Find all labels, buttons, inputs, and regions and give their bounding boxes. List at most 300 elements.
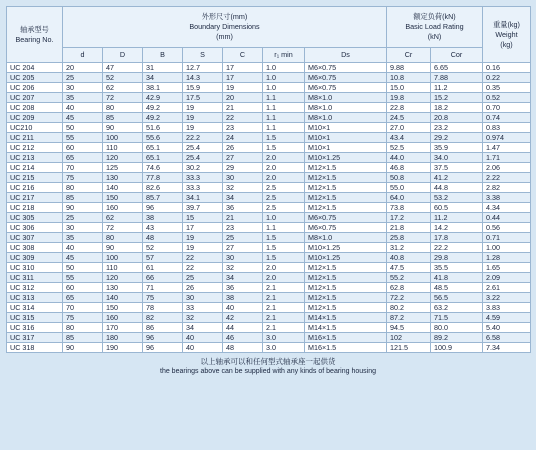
bearing-no-cell: UC 216: [7, 183, 63, 193]
table-cell: 30: [63, 83, 103, 93]
table-cell: 25.4: [183, 153, 223, 163]
weight-header: [483, 7, 531, 63]
table-row: [7, 333, 531, 343]
table-cell: M10×1: [305, 143, 387, 153]
table-cell: 2.0: [263, 263, 305, 273]
table-row: [7, 63, 531, 73]
table-cell: 32: [223, 263, 263, 273]
table-cell: 125: [103, 163, 143, 173]
table-cell: 15.0: [387, 83, 431, 93]
table-cell: 100.9: [431, 343, 483, 353]
table-cell: 22: [183, 253, 223, 263]
table-cell: M12×1.5: [305, 173, 387, 183]
table-cell: 29.8: [431, 253, 483, 263]
table-cell: 26: [183, 283, 223, 293]
table-cell: 50.8: [387, 173, 431, 183]
table-row: [7, 253, 531, 263]
table-cell: M10×1.25: [305, 153, 387, 163]
table-cell: M6×0.75: [305, 73, 387, 83]
table-cell: 33: [183, 303, 223, 313]
bearing-no-cell: UC 213: [7, 153, 63, 163]
table-cell: 2.61: [483, 283, 531, 293]
bearing-no-cell: UC 211: [7, 133, 63, 143]
table-cell: 2.22: [483, 173, 531, 183]
table-cell: M12×1.5: [305, 263, 387, 273]
table-cell: 102: [387, 333, 431, 343]
table-cell: 72: [103, 223, 143, 233]
table-cell: 23.2: [431, 123, 483, 133]
table-row: [7, 173, 531, 183]
table-cell: 65.1: [143, 143, 183, 153]
table-cell: 2.82: [483, 183, 531, 193]
table-cell: 36: [223, 283, 263, 293]
bearing-no-cell: UC 310: [7, 263, 63, 273]
table-cell: 43: [143, 223, 183, 233]
table-cell: 15.9: [183, 83, 223, 93]
table-row: [7, 143, 531, 153]
table-cell: 35: [63, 233, 103, 243]
table-cell: 1.5: [263, 133, 305, 143]
table-row: [7, 313, 531, 323]
table-cell: 55.6: [143, 133, 183, 143]
table-cell: 34: [183, 323, 223, 333]
bearing-no-cell: UC 307: [7, 233, 63, 243]
table-cell: 120: [103, 273, 143, 283]
table-cell: M14×1.5: [305, 313, 387, 323]
bearing-no-cell: UC 205: [7, 73, 63, 83]
table-cell: 0.16: [483, 63, 531, 73]
table-cell: 52: [103, 73, 143, 83]
table-cell: M8×1.0: [305, 113, 387, 123]
table-cell: 1.5: [263, 233, 305, 243]
col-header-r1min: r₁ min: [263, 48, 305, 63]
table-cell: 96: [143, 343, 183, 353]
table-cell: 30: [223, 253, 263, 263]
table-row: [7, 263, 531, 273]
table-cell: 15: [183, 213, 223, 223]
table-cell: 1.1: [263, 223, 305, 233]
table-cell: 2.5: [263, 193, 305, 203]
table-cell: 65: [63, 153, 103, 163]
table-cell: M10×1: [305, 133, 387, 143]
bearing-no-header: [7, 7, 63, 63]
table-row: [7, 103, 531, 113]
table-cell: 36: [223, 203, 263, 213]
table-cell: 52: [143, 243, 183, 253]
bearing-no-header-en: Bearing No.: [15, 34, 54, 44]
table-cell: 7.34: [483, 343, 531, 353]
table-cell: 60: [63, 283, 103, 293]
bearing-no-cell: UC 214: [7, 163, 63, 173]
table-cell: 49.2: [143, 113, 183, 123]
bearing-no-cell: UC 207: [7, 93, 63, 103]
table-cell: 80: [63, 183, 103, 193]
table-cell: 48: [143, 233, 183, 243]
table-cell: 45: [63, 253, 103, 263]
table-cell: 66: [143, 273, 183, 283]
table-cell: 57: [143, 253, 183, 263]
table-cell: 50: [63, 123, 103, 133]
table-cell: 70: [63, 303, 103, 313]
table-row: [7, 153, 531, 163]
table-cell: 19: [183, 113, 223, 123]
table-cell: 130: [103, 283, 143, 293]
table-cell: 70: [63, 163, 103, 173]
table-cell: M16×1.5: [305, 333, 387, 343]
table-cell: 2.1: [263, 303, 305, 313]
table-cell: M6×0.75: [305, 83, 387, 93]
table-cell: 78: [143, 303, 183, 313]
table-cell: 44.8: [431, 183, 483, 193]
table-cell: 34: [143, 73, 183, 83]
table-cell: 0.56: [483, 223, 531, 233]
load-header-en: Basic Load Rating: [405, 22, 464, 31]
col-header-Cor: Cor: [431, 48, 483, 63]
table-cell: 22.2: [183, 133, 223, 143]
table-cell: 63.2: [431, 303, 483, 313]
table-cell: 19: [183, 123, 223, 133]
col-header-D: D: [103, 48, 143, 63]
table-cell: 19: [183, 233, 223, 243]
dims-header-en: Boundary Dimensions: [189, 22, 260, 31]
table-cell: 100: [103, 133, 143, 143]
table-cell: 4.34: [483, 203, 531, 213]
table-row: [7, 223, 531, 233]
table-cell: M12×1.5: [305, 273, 387, 283]
table-cell: 39.7: [183, 203, 223, 213]
table-cell: 42.9: [143, 93, 183, 103]
table-cell: 0.52: [483, 93, 531, 103]
table-cell: 2.1: [263, 323, 305, 333]
table-cell: 0.83: [483, 123, 531, 133]
table-cell: 90: [103, 123, 143, 133]
table-cell: 80.2: [387, 303, 431, 313]
table-row: [7, 123, 531, 133]
table-cell: 90: [103, 243, 143, 253]
table-cell: 27: [223, 243, 263, 253]
table-row: [7, 293, 531, 303]
table-cell: 2.5: [263, 183, 305, 193]
bearing-no-cell: UC 312: [7, 283, 63, 293]
table-cell: M12×1.5: [305, 293, 387, 303]
table-cell: 23: [223, 123, 263, 133]
table-cell: 30: [63, 223, 103, 233]
table-cell: 62: [103, 83, 143, 93]
table-cell: 2.06: [483, 163, 531, 173]
table-cell: 0.35: [483, 83, 531, 93]
table-cell: 65.1: [143, 153, 183, 163]
table-body: [7, 63, 531, 353]
table-cell: 22: [183, 263, 223, 273]
table-cell: 3.22: [483, 293, 531, 303]
table-cell: 11.2: [431, 213, 483, 223]
table-cell: 55: [63, 273, 103, 283]
table-cell: 150: [103, 303, 143, 313]
table-cell: M12×1.5: [305, 163, 387, 173]
table-cell: 180: [103, 333, 143, 343]
table-cell: M10×1.25: [305, 253, 387, 263]
weight-header-cn: 重量(kg): [493, 19, 520, 29]
table-cell: 41.8: [431, 273, 483, 283]
table-cell: 19: [223, 83, 263, 93]
table-cell: 96: [143, 203, 183, 213]
table-cell: 0.70: [483, 103, 531, 113]
table-cell: 85.7: [143, 193, 183, 203]
table-row: [7, 113, 531, 123]
table-cell: 121.5: [387, 343, 431, 353]
table-cell: 110: [103, 263, 143, 273]
table-cell: 85: [63, 333, 103, 343]
table-cell: 31: [143, 63, 183, 73]
table-cell: 1.0: [263, 63, 305, 73]
table-cell: 51.6: [143, 123, 183, 133]
table-cell: 1.71: [483, 153, 531, 163]
table-cell: 44: [223, 323, 263, 333]
bearing-no-cell: UC 204: [7, 63, 63, 73]
weight-header-unit: (kg): [500, 39, 513, 49]
table-cell: 2.0: [263, 173, 305, 183]
table-cell: 90: [63, 343, 103, 353]
table-cell: 35: [63, 93, 103, 103]
table-cell: 120: [103, 153, 143, 163]
table-cell: 20.8: [431, 113, 483, 123]
table-cell: 48: [223, 343, 263, 353]
bearing-no-cell: UC 306: [7, 223, 63, 233]
table-cell: M12×1.5: [305, 203, 387, 213]
table-cell: M6×0.75: [305, 223, 387, 233]
table-cell: 18.2: [431, 103, 483, 113]
table-cell: 22.8: [387, 103, 431, 113]
table-row: [7, 193, 531, 203]
table-cell: 73.8: [387, 203, 431, 213]
table-cell: 0.974: [483, 133, 531, 143]
table-cell: 4.59: [483, 313, 531, 323]
table-cell: 34: [223, 273, 263, 283]
bearing-no-cell: UC 315: [7, 313, 63, 323]
bearing-no-cell: UC 313: [7, 293, 63, 303]
bearing-no-cell: UC 314: [7, 303, 63, 313]
table-cell: 140: [103, 293, 143, 303]
table-cell: 96: [143, 333, 183, 343]
table-cell: 94.5: [387, 323, 431, 333]
table-cell: 2.1: [263, 293, 305, 303]
table-row: [7, 73, 531, 83]
table-cell: 23: [223, 223, 263, 233]
table-cell: 46.8: [387, 163, 431, 173]
table-cell: 30: [223, 173, 263, 183]
table-cell: 24: [223, 133, 263, 143]
table-cell: 21.8: [387, 223, 431, 233]
table-cell: 1.1: [263, 103, 305, 113]
table-cell: 15.2: [431, 93, 483, 103]
table-cell: 32: [183, 313, 223, 323]
table-cell: 64.0: [387, 193, 431, 203]
table-row: [7, 163, 531, 173]
table-cell: 41.2: [431, 173, 483, 183]
bearing-no-cell: UC 305: [7, 213, 63, 223]
table-cell: 12.7: [183, 63, 223, 73]
bearing-no-cell: UC210: [7, 123, 63, 133]
table-cell: 89.2: [431, 333, 483, 343]
table-cell: 62: [103, 213, 143, 223]
table-cell: 48.5: [431, 283, 483, 293]
table-cell: M12×1.5: [305, 283, 387, 293]
table-row: [7, 93, 531, 103]
table-cell: 47: [103, 63, 143, 73]
bearing-table: [6, 6, 531, 353]
table-row: [7, 243, 531, 253]
table-cell: 10.8: [387, 73, 431, 83]
table-row: [7, 233, 531, 243]
table-cell: 38.1: [143, 83, 183, 93]
table-cell: 46: [223, 333, 263, 343]
table-cell: 170: [103, 323, 143, 333]
table-cell: 34.0: [431, 153, 483, 163]
table-cell: 2.5: [263, 203, 305, 213]
footnote-cn: 以上轴承可以和任何型式轴承座一起供货: [200, 357, 336, 366]
table-cell: 25: [223, 233, 263, 243]
table-cell: 56.5: [431, 293, 483, 303]
bearing-no-cell: UC 212: [7, 143, 63, 153]
table-cell: 6.65: [431, 63, 483, 73]
table-cell: 3.0: [263, 343, 305, 353]
table-cell: 17: [223, 73, 263, 83]
table-cell: 17.5: [183, 93, 223, 103]
table-cell: 0.71: [483, 233, 531, 243]
table-cell: 45: [63, 113, 103, 123]
table-cell: 30: [183, 293, 223, 303]
col-header-Cr: Cr: [387, 48, 431, 63]
table-cell: 1.00: [483, 243, 531, 253]
table-cell: 44.0: [387, 153, 431, 163]
bearing-no-cell: UC 208: [7, 103, 63, 113]
table-cell: 40: [63, 103, 103, 113]
table-cell: 130: [103, 173, 143, 183]
bearing-no-cell: UC 318: [7, 343, 63, 353]
table-cell: 29.2: [431, 133, 483, 143]
bearing-no-cell: UC 316: [7, 323, 63, 333]
table-row: [7, 273, 531, 283]
table-cell: 5.40: [483, 323, 531, 333]
table-cell: 34: [223, 193, 263, 203]
table-row: [7, 183, 531, 193]
table-cell: 17.8: [431, 233, 483, 243]
table-cell: M10×1: [305, 123, 387, 133]
table-cell: 27.0: [387, 123, 431, 133]
bearing-no-cell: UC 209: [7, 113, 63, 123]
table-cell: 19.8: [387, 93, 431, 103]
table-cell: 71: [143, 283, 183, 293]
table-cell: 31.2: [387, 243, 431, 253]
table-cell: 160: [103, 203, 143, 213]
table-cell: 20: [63, 63, 103, 73]
table-cell: 1.5: [263, 243, 305, 253]
table-cell: 47.5: [387, 263, 431, 273]
bearing-no-cell: UC 218: [7, 203, 63, 213]
table-cell: 33.3: [183, 173, 223, 183]
table-cell: 53.2: [431, 193, 483, 203]
table-cell: 25.8: [387, 233, 431, 243]
table-cell: 30.2: [183, 163, 223, 173]
table-cell: 19: [183, 243, 223, 253]
table-cell: 35.9: [431, 143, 483, 153]
table-cell: M6×0.75: [305, 213, 387, 223]
table-cell: 110: [103, 143, 143, 153]
table-cell: 14.3: [183, 73, 223, 83]
table-cell: 22: [223, 113, 263, 123]
table-cell: 9.88: [387, 63, 431, 73]
table-cell: 42: [223, 313, 263, 323]
weight-header-en: Weight: [495, 29, 518, 39]
table-cell: 150: [103, 193, 143, 203]
table-row: [7, 203, 531, 213]
col-header-B: B: [143, 48, 183, 63]
table-cell: 100: [103, 253, 143, 263]
col-header-S: S: [183, 48, 223, 63]
table-cell: 55.2: [387, 273, 431, 283]
table-cell: 17.2: [387, 213, 431, 223]
table-cell: 35.5: [431, 263, 483, 273]
table-cell: 190: [103, 343, 143, 353]
table-cell: 0.74: [483, 113, 531, 123]
table-cell: 1.0: [263, 73, 305, 83]
table-cell: 21: [223, 103, 263, 113]
table-cell: 40: [183, 343, 223, 353]
bearing-no-cell: UC 311: [7, 273, 63, 283]
load-header-unit: (kN): [427, 32, 442, 41]
table-cell: 1.0: [263, 213, 305, 223]
table-cell: 2.1: [263, 283, 305, 293]
table-cell: 2.1: [263, 313, 305, 323]
table-cell: 40: [63, 243, 103, 253]
table-cell: M8×1.0: [305, 103, 387, 113]
table-cell: 90: [63, 203, 103, 213]
table-cell: 74.6: [143, 163, 183, 173]
table-cell: 7.88: [431, 73, 483, 83]
table-cell: 0.22: [483, 73, 531, 83]
table-cell: 50: [63, 263, 103, 273]
table-cell: 21: [223, 213, 263, 223]
table-cell: M8×1.0: [305, 93, 387, 103]
table-cell: 85: [103, 113, 143, 123]
table-cell: 80: [103, 103, 143, 113]
table-cell: 29: [223, 163, 263, 173]
col-header-d: d: [63, 48, 103, 63]
table-cell: 62.8: [387, 283, 431, 293]
table-cell: 1.47: [483, 143, 531, 153]
bearing-no-cell: UC 215: [7, 173, 63, 183]
table-row: [7, 133, 531, 143]
boundary-dimensions-header: [63, 7, 387, 48]
table-cell: 0.44: [483, 213, 531, 223]
table-cell: 60.5: [431, 203, 483, 213]
table-cell: 17: [183, 223, 223, 233]
col-header-C: C: [223, 48, 263, 63]
table-cell: 72.2: [387, 293, 431, 303]
dims-header-unit: (mm): [216, 32, 233, 41]
table-cell: M8×1.0: [305, 233, 387, 243]
table-cell: 11.2: [431, 83, 483, 93]
table-cell: M16×1.5: [305, 343, 387, 353]
basic-load-rating-header: [387, 7, 483, 48]
table-cell: 22.2: [431, 243, 483, 253]
table-cell: 33.3: [183, 183, 223, 193]
table-cell: 25: [63, 213, 103, 223]
table-cell: 160: [103, 313, 143, 323]
bearing-no-header-cn: 轴承型号: [20, 24, 49, 34]
table-cell: 1.0: [263, 83, 305, 93]
bearing-no-cell: UC 317: [7, 333, 63, 343]
